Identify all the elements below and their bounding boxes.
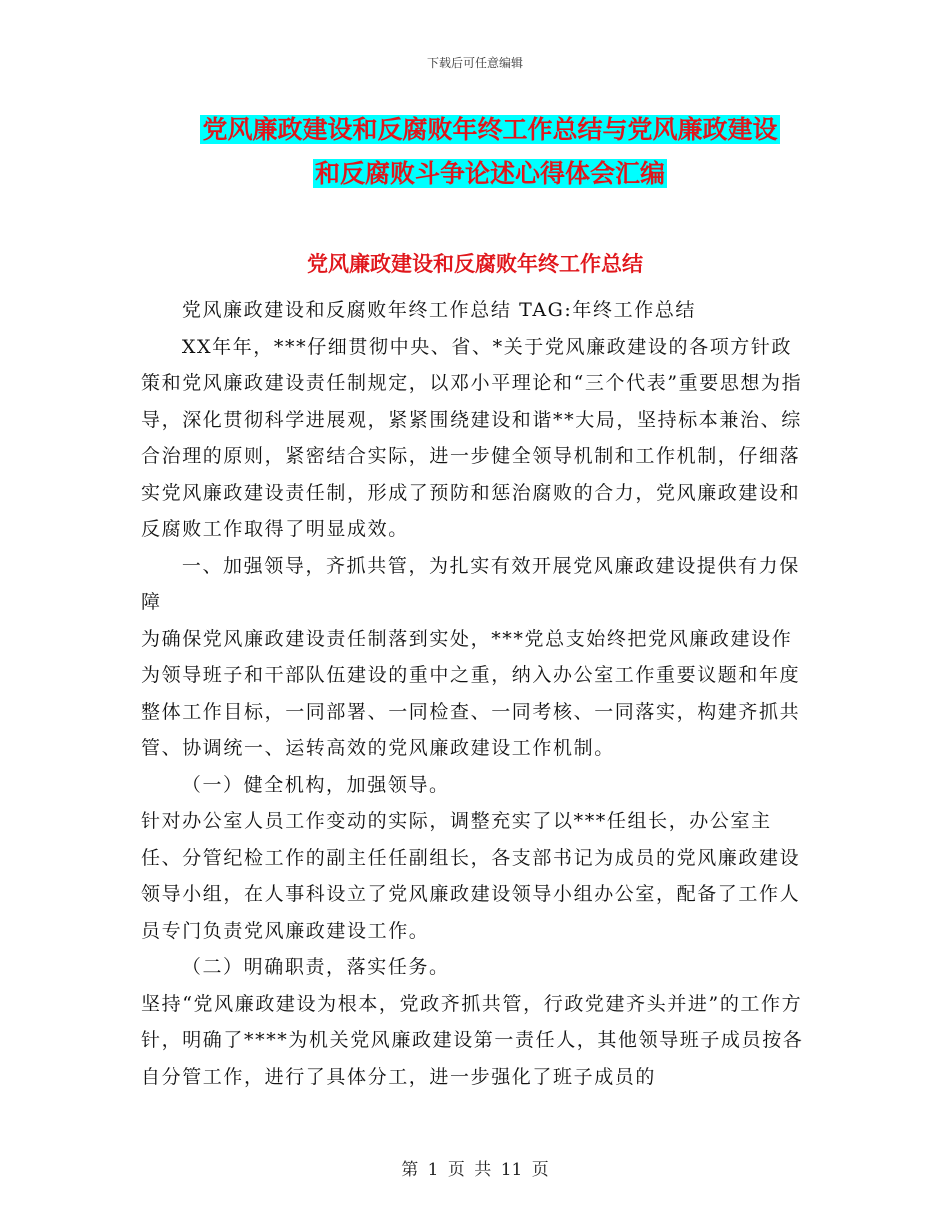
section-title: 党风廉政建设和反腐败年终工作总结 bbox=[307, 252, 643, 276]
document-title-line-1: 党风廉政建设和反腐败年终工作总结与党风廉政建设 bbox=[202, 115, 778, 144]
subheading-two: （二）明确职责，落实任务。 bbox=[181, 956, 450, 978]
heading-section-one: 一、加强领导，齐抓共管，为扎实有效开展党风廉政建设提供有力保障 bbox=[141, 554, 800, 613]
document-title-line-2: 和反腐败斗争论述心得体会汇编 bbox=[314, 159, 665, 188]
document-body bbox=[141, 292, 811, 1095]
subheading-one: （一）健全机构，加强领导。 bbox=[181, 773, 450, 796]
paragraph-tag-line: 党风廉政建设和反腐败年终工作总结 TAG:年终工作总结 bbox=[181, 299, 697, 321]
document-title bbox=[150, 108, 830, 196]
paragraph-intro: XX年年，***仔细贯彻中央、省、*关于党风廉政建设的各项方针政策和党风廉政建设责任制规定，以邓小平理论和“三个代表”重要思想为指导，深化贯彻科学进展观，紧紧围绕建设和谐**大局，坚持标本兼治、综合治理的原则，紧密结合实际，进一步健全领导机制和工作机制，仔细落实党风廉政建设责任制，形成了预防和惩治腐败的合力，党风廉政建设和反腐败工作取得了明显成效。 bbox=[141, 335, 803, 540]
paragraph-subsection-one: 针对办公室人员工作变动的实际，调整充实了以***任组长，办公室主任、分管纪检工作的副主任任副组长，各支部书记为成员的党风廉政建设领导小组，在人事科设立了党风廉政建设领导小组办公室，配备了工作人员专门负责党风廉政建设工作。 bbox=[141, 810, 801, 942]
paragraph-section-one: 为确保党风廉政建设责任制落到实处，***党总支始终把党风廉政建设作为领导班子和干部队伍建设的重中之重，纳入办公室工作重要议题和年度整体工作目标，一同部署、一同检查、一同考核、一同落实，构建齐抓共管、协调统一、运转高效的党风廉政建设工作机制。 bbox=[141, 627, 801, 759]
page-number-footer: 第 1 页 共 11 页 bbox=[401, 1160, 549, 1180]
paragraph-subsection-two: 坚持“党风廉政建设为根本，党政齐抓共管，行政党建齐头并进”的工作方针，明确了****为机关党风廉政建设第一责任人，其他领导班子成员按各自分管工作，进行了具体分工，进一步强化了班子成员的 bbox=[141, 992, 804, 1088]
page-header-note: 下载后可任意编辑 bbox=[426, 56, 523, 70]
